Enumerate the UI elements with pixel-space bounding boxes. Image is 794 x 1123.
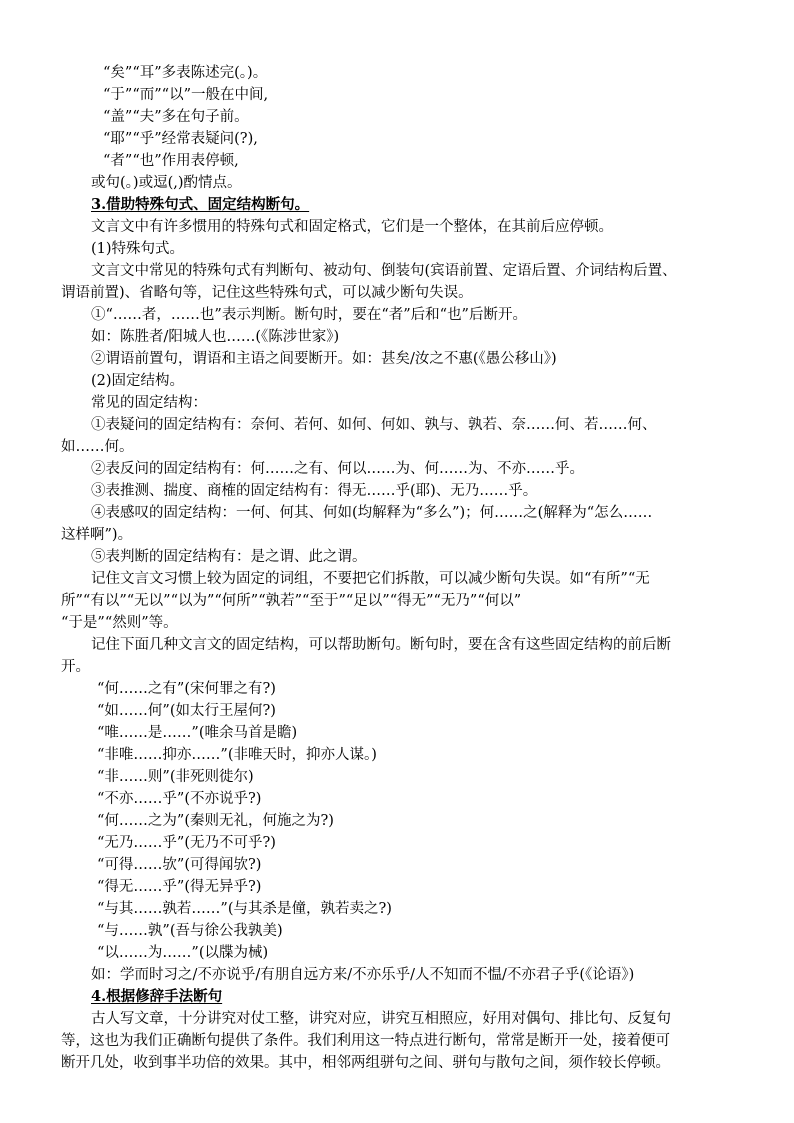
fixed-structure-example: “无乃……乎”(无乃不可乎?) xyxy=(97,835,276,851)
fixed-structure-example: “与其……孰若……”(与其杀是僮，孰若卖之?) xyxy=(97,901,392,917)
fixed-structure-example: “何……之为”(秦则无礼，何施之为?) xyxy=(97,813,334,829)
rhyme-line-5: “者”“也”作用表停顿, xyxy=(103,153,239,169)
subheading-special-sentence: (1)特殊句式。 xyxy=(91,241,185,257)
paragraph-line: ②谓语前置句，谓语和主语之间要断开。如：甚矣/汝之不惠(《愚公移山》) xyxy=(91,351,557,367)
fixed-structure-example: “得无……乎”(得无异乎?) xyxy=(97,879,262,895)
rhyme-line-6: 或句(。)或逗(,)酌情点。 xyxy=(91,175,242,191)
paragraph-line: ①表疑问的固定结构有：奈何、若何、如何、何如、孰与、孰若、奈……何、若……何、 xyxy=(91,417,657,433)
paragraph-line: ④表感叹的固定结构：一何、何其、何如(均解释为“多么”)；何……之(解释为“怎么…… xyxy=(91,505,653,521)
paragraph-line: 记住下面几种文言文的固定结构，可以帮助断句。断句时，要在含有这些固定结构的前后断 xyxy=(91,637,671,653)
subheading-fixed-structure: (2)固定结构。 xyxy=(91,373,185,389)
paragraph-line: 记住文言文习惯上较为固定的词组，不要把它们拆散，可以减少断句失误。如“有所”“无 xyxy=(91,571,650,587)
fixed-structure-example: “以……为……”(以牒为械) xyxy=(97,945,269,961)
paragraph-line: 古人写文章，十分讲究对仗工整，讲究对应，讲究互相照应，好用对偶句、排比句、反复句 xyxy=(91,1011,671,1027)
section-heading-3: 3.借助特殊句式、固定结构断句。 xyxy=(91,196,310,213)
example-line: 如：陈胜者/阳城人也……(《陈涉世家》) xyxy=(91,329,340,345)
paragraph-line: 如……何。 xyxy=(61,439,134,455)
section-heading-4: 4.根据修辞手法断句 xyxy=(91,988,223,1005)
paragraph-line: “于是”“然则”等。 xyxy=(61,615,178,631)
example-line: 如：学而时习之/不亦说乎/有朋自远方来/不亦乐乎/人不知而不愠/不亦君子乎(《论语》) xyxy=(91,967,635,983)
paragraph-line: 常见的固定结构： xyxy=(91,395,207,411)
rhyme-line-2: “于”“而”“以”一般在中间, xyxy=(103,87,269,103)
paragraph-line: ①“……者，……也”表示判断。断句时，要在“者”后和“也”后断开。 xyxy=(91,307,527,323)
paragraph-line: 文言文中有许多惯用的特殊句式和固定格式，它们是一个整体，在其前后应停顿。 xyxy=(91,219,613,235)
rhyme-line-1: “矣”“耳”多表陈述完(。)。 xyxy=(103,65,268,81)
paragraph-line: 开。 xyxy=(61,659,90,675)
paragraph-line: ②表反问的固定结构有：何……之有、何以……为、何……为、不亦……乎。 xyxy=(91,461,584,477)
fixed-structure-example: “可得……欤”(可得闻欤?) xyxy=(97,857,262,873)
fixed-structure-example: “不亦……乎”(不亦说乎?) xyxy=(97,791,262,807)
paragraph-line: 文言文中常见的特殊句式有判断句、被动句、倒装句(宾语前置、定语后置、介词结构后置、 xyxy=(91,263,677,279)
fixed-structure-example: “唯……是……”(唯余马首是瞻) xyxy=(97,725,298,741)
fixed-structure-example: “与……孰”(吾与徐公我孰美) xyxy=(97,923,283,939)
paragraph-line: 断开几处，收到事半功倍的效果。其中，相邻两组骈句之间、骈句与散句之间，须作较长停顿。 xyxy=(61,1055,670,1071)
paragraph-line: ③表推测、揣度、商榷的固定结构有：得无……乎(耶)、无乃……乎。 xyxy=(91,483,538,499)
paragraph-line: ⑤表判断的固定结构有：是之谓、此之谓。 xyxy=(91,549,367,565)
fixed-structure-example: “非……则”(非死则徙尔) xyxy=(97,769,254,785)
paragraph-line: 这样啊”)。 xyxy=(61,527,133,543)
paragraph-line: 谓语前置)、省略句等，记住这些特殊句式，可以减少断句失误。 xyxy=(61,285,473,301)
rhyme-line-3: “盖”“夫”多在句子前。 xyxy=(103,109,249,125)
fixed-structure-example: “何……之有”(宋何罪之有?) xyxy=(97,681,276,697)
paragraph-line: 等，这也为我们正确断句提供了条件。我们利用这一特点进行断句，常常是断开一处，接着便可 xyxy=(61,1033,670,1049)
fixed-structure-example: “如……何”(如太行王屋何?) xyxy=(97,703,276,719)
paragraph-line: 所”“有以”“无以”“以为”“何所”“孰若”“至于”“足以”“得无”“无乃”“何以” xyxy=(61,593,522,609)
rhyme-line-4: “耶”“乎”经常表疑问(?), xyxy=(103,131,258,147)
fixed-structure-example: “非唯……抑亦……”(非唯天时，抑亦人谋。) xyxy=(97,747,377,763)
